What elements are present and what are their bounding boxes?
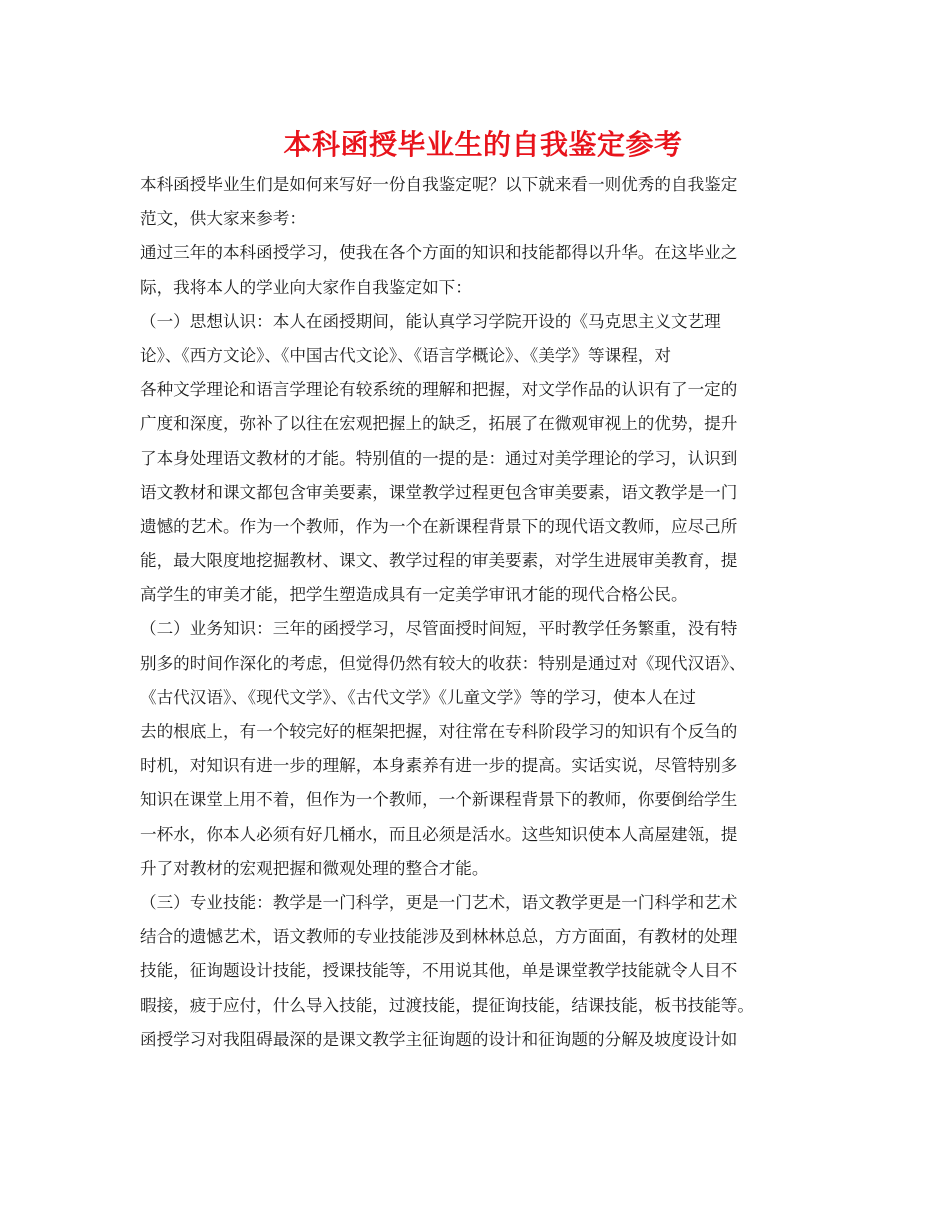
body-line: 函授学习对我阻碍最深的是课文教学主征询题的设计和征询题的分解及坡度设计如 <box>140 1029 738 1049</box>
body-line: 了本身处理语文教材的才能。特别值的一提的是：通过对美学理论的学习，认识到 <box>140 448 738 468</box>
body-line: 《古代汉语》、《现代文学》、《古代文学》《儿童文学》等的学习，使本人在过 <box>140 687 696 707</box>
body-line: 时机，对知识有进一步的理解，本身素养有进一步的提高。实话实说，尽管特别多 <box>140 756 738 776</box>
body-line: 本科函授毕业生们是如何来写好一份自我鉴定呢？以下就来看一则优秀的自我鉴定 <box>140 175 738 194</box>
body-line: 知识在课堂上用不着，但作为一个教师，一个新课程背景下的教师，你要倒给学生 <box>140 790 738 810</box>
body-line: 高学生的审美才能，把学生塑造成具有一定美学审讯才能的现代合格公民。 <box>140 585 688 605</box>
body-line: （三）专业技能：教学是一门科学，更是一门艺术，语文教学更是一门科学和艺术 <box>140 892 738 912</box>
body-line: 技能，征询题设计技能，授课技能等，不用说其他，单是课堂教学技能就令人目不 <box>140 961 738 981</box>
body-line: 通过三年的本科函授学习，使我在各个方面的知识和技能都得以升华。在这毕业之 <box>140 243 738 263</box>
body-line: 暇接，疲于应付，什么导入技能，过渡技能，提征询技能，结课技能，板书技能等。 <box>140 995 754 1015</box>
body-line: 结合的遗憾艺术，语文教师的专业技能涉及到林林总总，方方面面，有教材的处理 <box>140 927 738 947</box>
body-line: 升了对教材的宏观把握和微观处理的整合才能。 <box>140 858 489 878</box>
body-line: 能，最大限度地挖掘教材、课文、教学过程的审美要素，对学生进展审美教育，提 <box>140 551 738 571</box>
body-line: 各种文学理论和语言学理论有较系统的理解和把握，对文学作品的认识有了一定的 <box>140 380 738 400</box>
body-line: 去的根底上，有一个较完好的框架把握，对往常在专科阶段学习的知识有个反刍的 <box>140 722 738 741</box>
document-body <box>140 168 818 1057</box>
body-line: 一杯水，你本人必须有好几桶水，而且必须是活水。这些知识使本人高屋建瓴，提 <box>140 824 738 844</box>
body-line: （二）业务知识：三年的函授学习，尽管面授时间短，平时教学任务繁重，没有特 <box>140 619 738 639</box>
body-line: 语文教材和课文都包含审美要素，课堂教学过程更包含审美要素，语文教学是一门 <box>140 482 738 502</box>
body-line: 际，我将本人的学业向大家作自我鉴定如下： <box>140 277 472 297</box>
body-line: 范文，供大家来参考： <box>140 209 306 229</box>
body-line: 论》、《西方文论》、《中国古代文论》、《语言学概论》、《美学》等课程，对 <box>140 345 671 365</box>
body-line: 别多的时间作深化的考虑，但觉得仍然有较大的收获：特别是通过对《现代汉语》、 <box>140 653 746 673</box>
body-line: （一）思想认识：本人在函授期间，能认真学习学院开设的《马克思主义文艺理 <box>140 311 721 331</box>
document-title: 本科函授毕业生的自我鉴定参考 <box>283 128 683 161</box>
body-line: 遗憾的艺术。作为一个教师，作为一个在新课程背景下的现代语文教师，应尽己所 <box>140 516 738 536</box>
body-line: 广度和深度，弥补了以往在宏观把握上的缺乏，拓展了在微观审视上的优势，提升 <box>140 414 738 434</box>
